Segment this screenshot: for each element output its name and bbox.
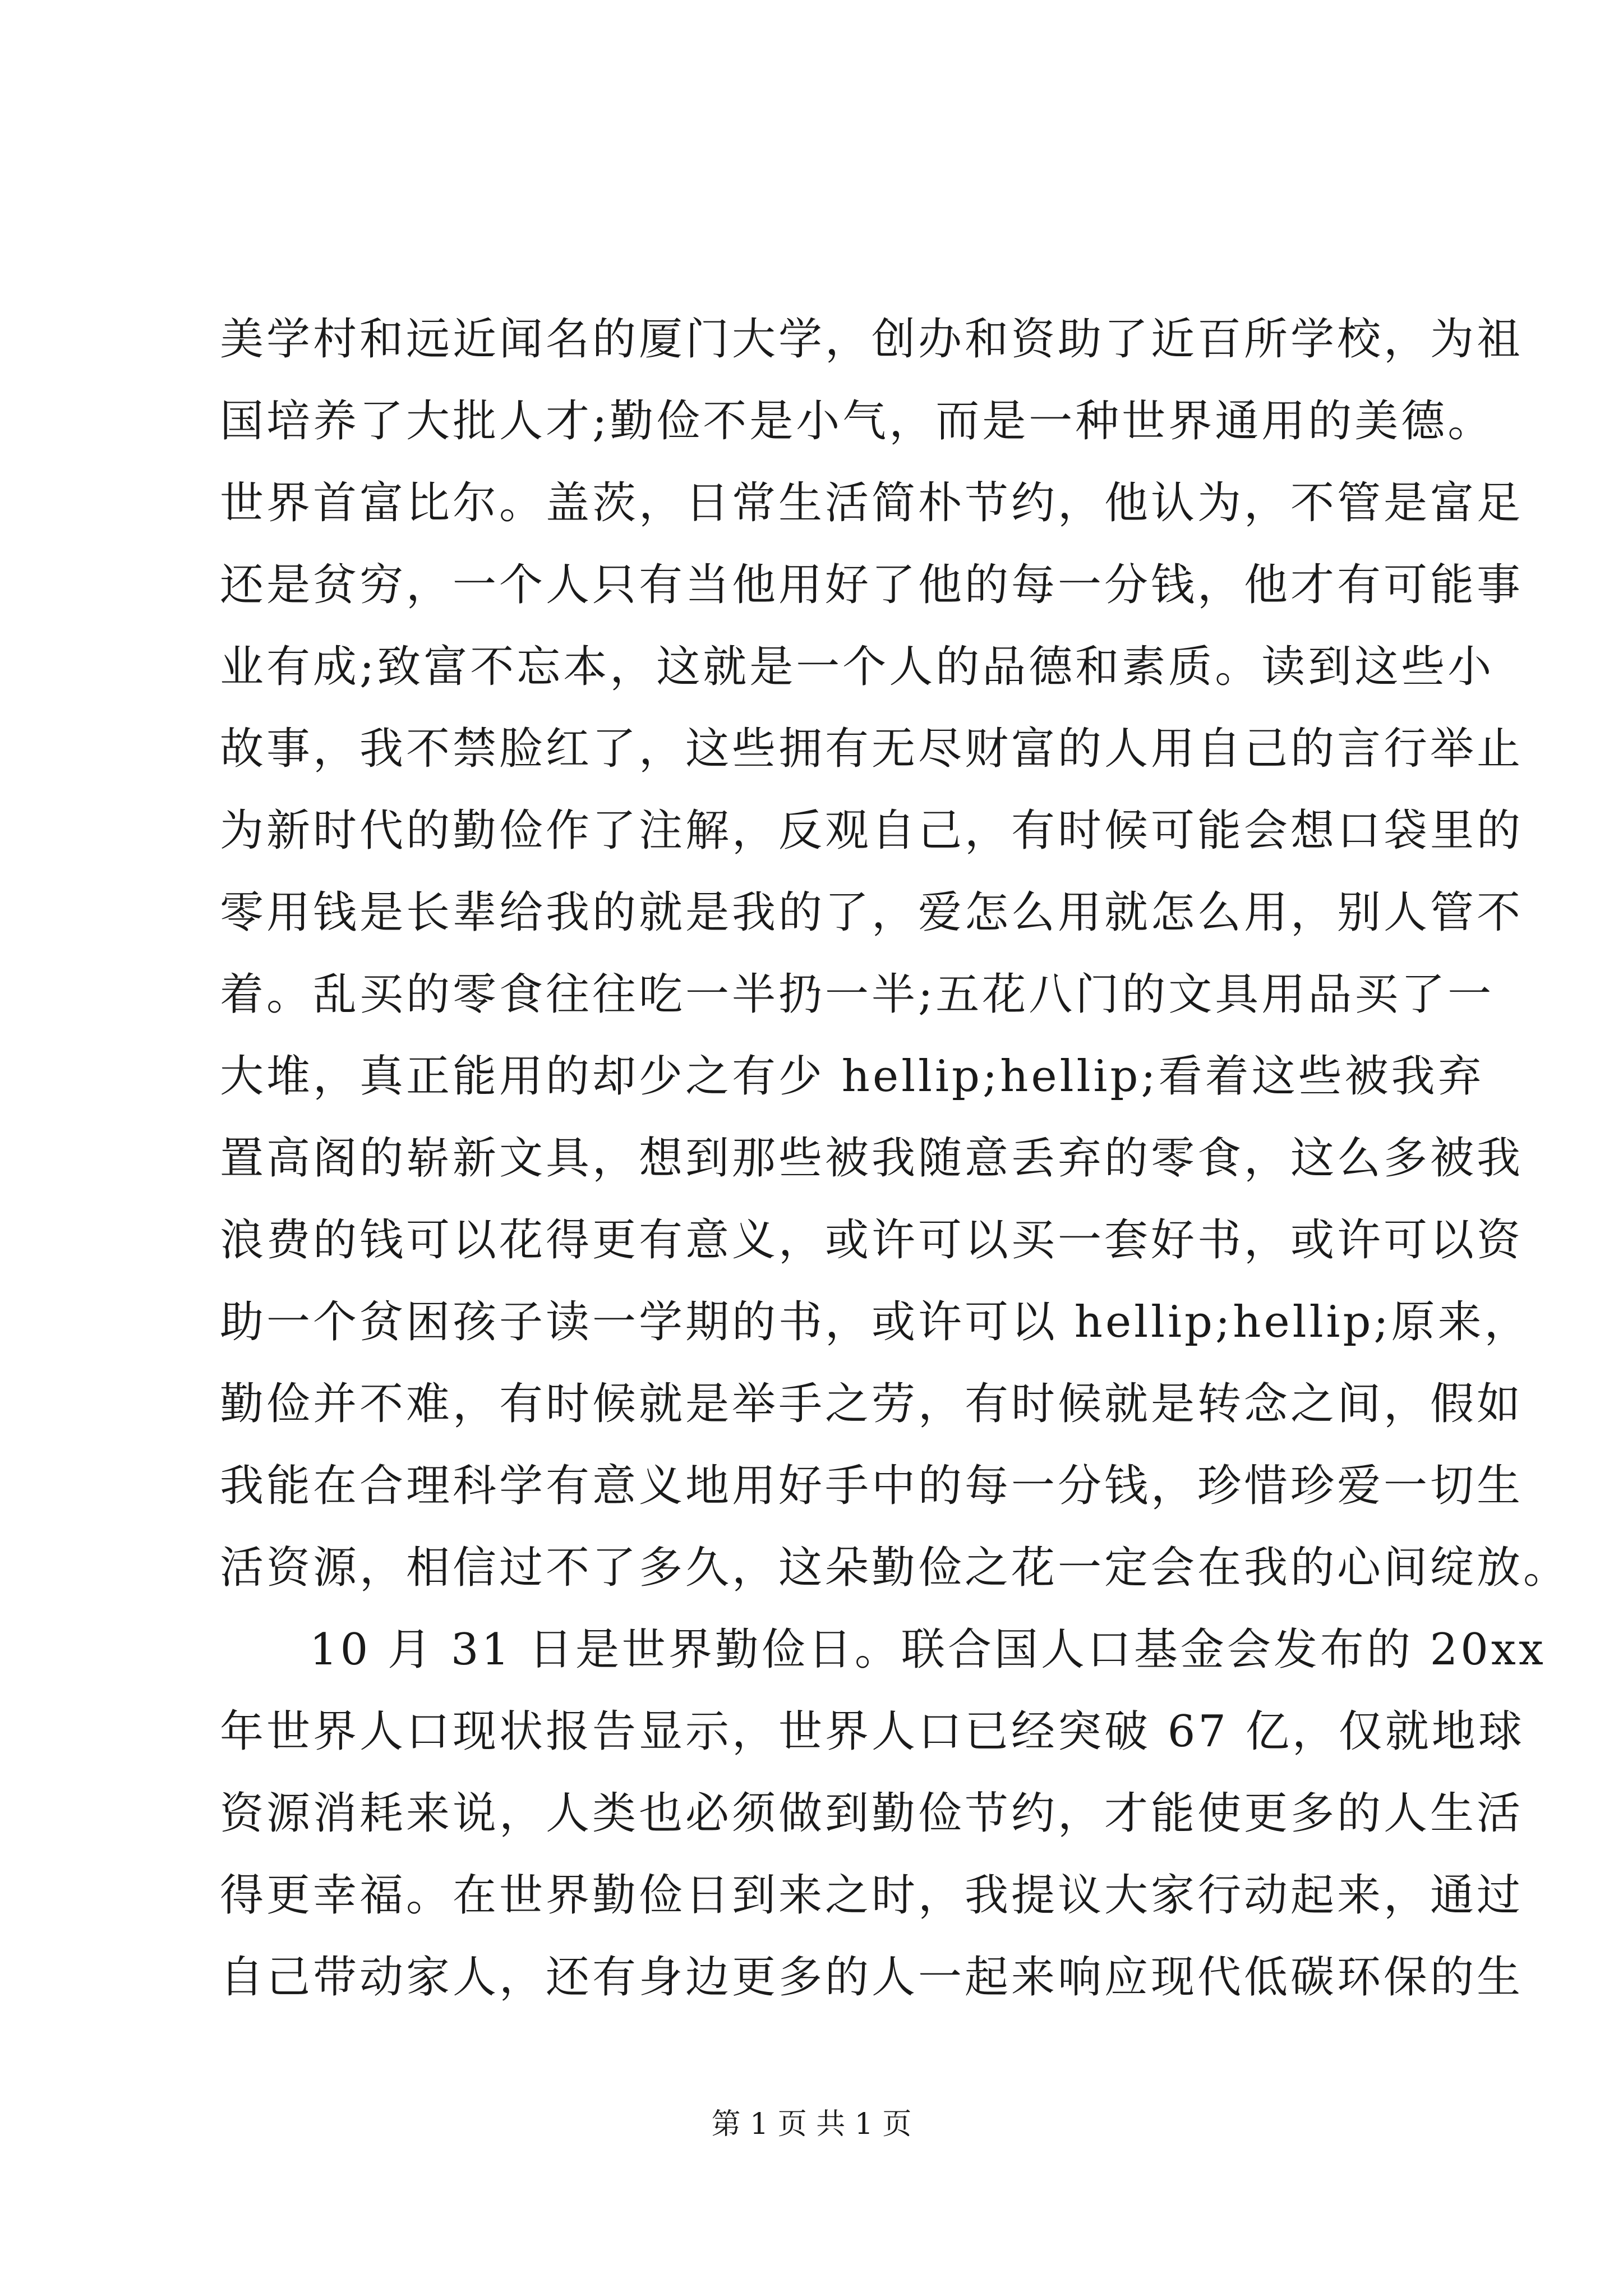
text-line: 着。乱买的零食往往吃一半扔一半;五花八门的文具用品买了一: [220, 969, 1495, 1020]
paragraph-start-line: 10 月 31 日是世界勤俭日。联合国人口基金会发布的 20xx: [310, 1625, 1546, 1675]
text-line: 助一个贫困孩子读一学期的书，或许可以 hellip;hellip;原来，: [220, 1297, 1531, 1347]
text-line: 置高阁的崭新文具，想到那些被我随意丢弃的零食，这么多被我: [220, 1133, 1524, 1184]
text-line: 勤俭并不难，有时候就是举手之劳，有时候就是转念之间，假如: [220, 1379, 1524, 1429]
text-line: 国培养了大批人才;勤俭不是小气，而是一种世界通用的美德。: [220, 396, 1495, 447]
text-line: 大堆，真正能用的却少之有少 hellip;hellip;看着这些被我弃: [220, 1051, 1484, 1102]
text-line: 零用钱是长辈给我的就是我的了，爱怎么用就怎么用，别人管不: [220, 887, 1524, 938]
text-line: 资源消耗来说，人类也必须做到勤俭节约，才能使更多的人生活: [220, 1788, 1524, 1839]
text-line: 年世界人口现状报告显示，世界人口已经突破 67 亿，仅就地球: [220, 1706, 1525, 1757]
text-line: 美学村和远近闻名的厦门大学，创办和资助了近百所学校，为祖: [220, 314, 1524, 365]
text-line: 业有成;致富不忘本，这就是一个人的品德和素质。读到这些小: [220, 642, 1495, 692]
text-line: 活资源，相信过不了多久，这朵勤俭之花一定会在我的心间绽放。: [220, 1543, 1570, 1593]
text-line: 浪费的钱可以花得更有意义，或许可以买一套好书，或许可以资: [220, 1215, 1524, 1266]
body-text: [220, 298, 1570, 2018]
text-line: 为新时代的勤俭作了注解，反观自己，有时候可能会想口袋里的: [220, 806, 1524, 856]
page-number-footer: 第 1 页 共 1 页: [711, 2108, 912, 2141]
text-line: 世界首富比尔。盖茨，日常生活简朴节约，他认为，不管是富足: [220, 478, 1524, 528]
text-line: 得更幸福。在世界勤俭日到来之时，我提议大家行动起来，通过: [220, 1870, 1524, 1921]
text-line: 自己带动家人，还有身边更多的人一起来响应现代低碳环保的生: [220, 1952, 1524, 2003]
text-line: 还是贫穷，一个人只有当他用好了他的每一分钱，他才有可能事: [220, 560, 1524, 610]
text-line: 故事，我不禁脸红了，这些拥有无尽财富的人用自己的言行举止: [220, 724, 1524, 774]
text-line: 我能在合理科学有意义地用好手中的每一分钱，珍惜珍爱一切生: [220, 1461, 1524, 1511]
